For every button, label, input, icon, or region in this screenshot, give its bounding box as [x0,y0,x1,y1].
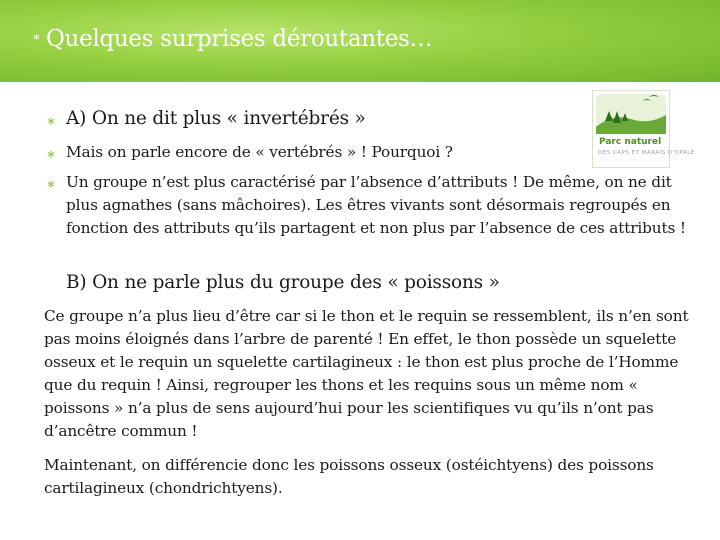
title-bullet-icon: ∗ [32,30,41,45]
bullet-icon: ∗ [46,177,57,191]
park-logo-icon [593,91,669,137]
sub-bullet-2: Un groupe n’est plus caractérisé par l’absence d’attributs ! De même, on ne dit plus agnathes (sans mâchoires). Les êtres vivants sont désormais regroupés en fonction des attributs qu’ils partagent et non plus par l’absence de ces attributs ! [66,173,686,237]
bullet-icon: ∗ [46,147,57,161]
logo-name: Parc naturel [599,137,662,147]
slide-title: Quelques surprises déroutantes… [46,26,433,52]
heading-a: A) On ne dit plus « invertébrés » [66,108,366,129]
bullet-icon: ∗ [46,114,57,128]
heading-b: B) On ne parle plus du groupe des « poissons » [66,272,500,293]
sub-bullet-1: Mais on parle encore de « vertébrés » ! Pourquoi ? [66,143,453,161]
paragraph-1: Ce groupe n’a plus lieu d’être car si le thon et le requin se ressemblent, ils n’en sont pas moins éloignés dans l’arbre de parenté ! En effet, le thon possède un squelette osseux et le requin un squelette cartilagineux : le thon est plus proche de l’Homme que du requin ! Ainsi, regrouper les thons et les requins sous un même nom « poissons » n’a plus de sens aujourd’hui pour les scientifiques vu qu’ils n’ont pas d’ancêtre commun ! [44,307,689,440]
paragraph-2: Maintenant, on différencie donc les poissons osseux (ostéichtyens) des poissons cartilagineux (chondrichtyens). [44,456,654,497]
park-logo [592,90,695,168]
logo-subtitle: DES CAPS ET MARAIS D'OPALE [598,150,695,156]
